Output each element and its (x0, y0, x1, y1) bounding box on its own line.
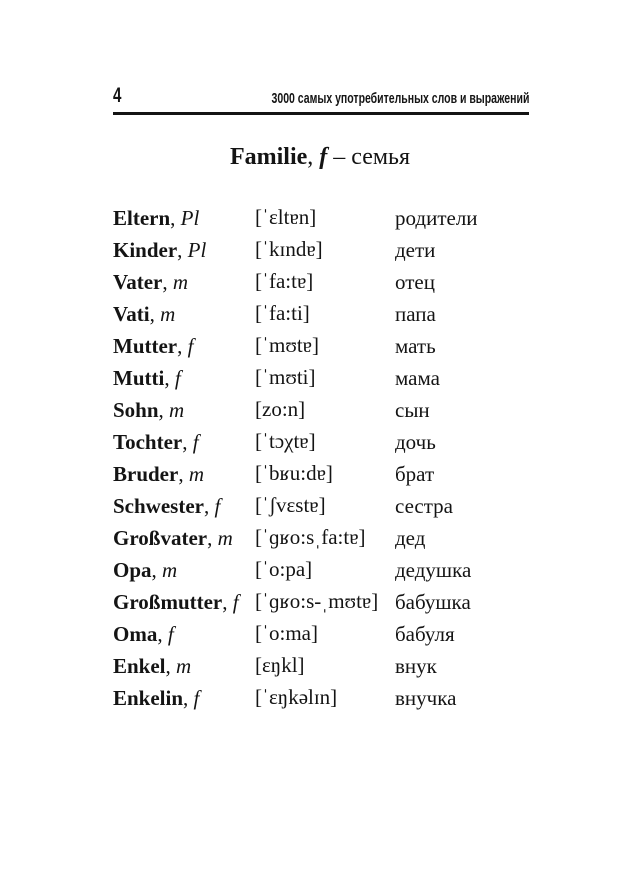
entry-translation: мама (395, 366, 440, 390)
entry-translation: бабуля (395, 622, 455, 646)
entry-ipa (255, 394, 395, 424)
entry-translation: дедушка (395, 558, 472, 582)
entry-sep: , (182, 430, 193, 454)
entry-ipa (255, 618, 395, 648)
entry-ipa-text: [ˈo:pa] (255, 557, 313, 581)
entry-grammar: m (188, 462, 204, 486)
vocabulary-list (113, 202, 533, 714)
entry-grammar: m (160, 302, 176, 326)
entry-ipa (255, 362, 395, 392)
entry-sep: , (170, 206, 181, 230)
entry-word (113, 362, 255, 394)
entry-grammar: m (217, 526, 233, 550)
entry-sep: , (178, 462, 189, 486)
entry-lemma: Kinder (113, 238, 178, 262)
entry-word (113, 234, 255, 266)
entry-ipa (255, 330, 395, 360)
entry-ipa-text: [ˈɡʁo:s-ˌmʊtɐ] (255, 589, 379, 613)
entry-translation: внучка (395, 686, 457, 710)
entry-translation: брат (395, 462, 435, 486)
entry-sep: , (158, 398, 170, 422)
entry-grammar: f (192, 430, 199, 454)
entry-ipa-text: [ˈɡʁo:sˌfa:tɐ] (255, 525, 366, 549)
entry-grammar: m (169, 398, 185, 422)
entry-word (113, 394, 255, 426)
entry-row (113, 426, 533, 458)
entry-sep: , (164, 366, 175, 390)
entry-lemma: Mutti (113, 366, 165, 390)
section-gender: f (319, 144, 328, 170)
entry-word (113, 650, 255, 682)
entry-grammar: f (232, 590, 239, 614)
entry-translation: мать (395, 334, 436, 358)
entry-row (113, 618, 533, 650)
entry-grammar: f (174, 366, 181, 390)
entry-lemma: Opa (113, 558, 152, 582)
entry-word (113, 490, 255, 522)
entry-ipa (255, 554, 395, 584)
entry-translation: сын (395, 398, 430, 422)
entry-ipa (255, 522, 395, 552)
entry-row (113, 330, 533, 362)
entry-row (113, 266, 533, 298)
entry-lemma: Eltern (113, 206, 171, 230)
entry-word (113, 330, 255, 362)
entry-lemma: Schwester (113, 494, 204, 518)
section-translation: семья (351, 144, 411, 170)
entry-translation: родители (395, 206, 478, 230)
section-separator: , (307, 144, 320, 170)
entry-translation: дочь (395, 430, 436, 454)
entry-translation: папа (395, 302, 436, 326)
entry-ipa-text: [ˈmʊtɐ] (255, 333, 319, 357)
entry-translation: бабушка (395, 590, 471, 614)
section-heading (0, 142, 620, 172)
entry-sep: , (222, 590, 233, 614)
entry-sep: , (207, 526, 218, 550)
entry-lemma: Vati (113, 302, 150, 326)
entry-sep: , (151, 558, 163, 582)
entry-translation: отец (395, 270, 435, 294)
entry-grammar: m (176, 654, 192, 678)
entry-translation: внук (395, 654, 437, 678)
entry-translation: дети (395, 238, 436, 262)
entry-ipa-text: [ˈfa:tɐ] (255, 269, 314, 293)
entry-sep: , (183, 686, 194, 710)
entry-row (113, 554, 533, 586)
entry-word (113, 586, 255, 618)
entry-ipa (255, 458, 395, 488)
entry-ipa-text: [ˈʃvɛstɐ] (255, 493, 326, 517)
entry-ipa-text: [ɛŋkl] (255, 653, 305, 677)
entry-translation: дед (395, 526, 426, 550)
entry-grammar: Pl (187, 238, 207, 262)
entry-sep: , (177, 238, 188, 262)
entry-word (113, 554, 255, 586)
entry-word (113, 458, 255, 490)
entry-row (113, 490, 533, 522)
entry-ipa (255, 490, 395, 520)
entry-word (113, 522, 255, 554)
entry-row (113, 362, 533, 394)
entry-ipa-text: [ˈtɔχtɐ] (255, 429, 316, 453)
entry-translation: сестра (395, 494, 453, 518)
entry-word (113, 266, 255, 298)
entry-ipa-text: [ˈkɪndɐ] (255, 237, 323, 261)
section-headword: Familie (229, 144, 308, 170)
entry-row (113, 202, 533, 234)
entry-row (113, 522, 533, 554)
running-title: 3000 самых употребительных слов и выражений (271, 90, 529, 107)
entry-lemma: Enkel (113, 654, 166, 678)
entry-row (113, 650, 533, 682)
entry-grammar: m (162, 558, 178, 582)
entry-grammar: m (172, 270, 189, 294)
entry-row (113, 586, 533, 618)
entry-sep: , (177, 334, 188, 358)
entry-ipa (255, 266, 395, 296)
entry-ipa-text: [ˈmʊti] (255, 365, 316, 389)
entry-ipa (255, 426, 395, 456)
section-dash: – (327, 144, 352, 170)
entry-grammar: Pl (180, 206, 200, 230)
entry-sep: , (149, 302, 161, 326)
entry-grammar: f (193, 686, 200, 710)
entry-lemma: Oma (113, 622, 158, 646)
entry-lemma: Bruder (113, 462, 179, 486)
entry-ipa (255, 586, 395, 616)
entry-ipa-text: [ˈbʁu:dɐ] (255, 461, 333, 485)
entry-sep: , (203, 494, 215, 518)
entry-word (113, 298, 255, 330)
entry-lemma: Sohn (113, 398, 159, 422)
entry-row (113, 682, 533, 714)
entry-row (113, 394, 533, 426)
entry-ipa (255, 202, 395, 232)
entry-lemma: Großvater (113, 526, 208, 550)
page-number: 4 (113, 84, 122, 107)
entry-word (113, 426, 255, 458)
entry-row (113, 458, 533, 490)
entry-row (113, 234, 533, 266)
entry-lemma: Enkelin (113, 686, 184, 710)
entry-lemma: Großmutter (113, 590, 223, 614)
entry-ipa-text: [ˈo:ma] (255, 621, 318, 645)
entry-grammar: f (167, 622, 174, 646)
header-rule (113, 112, 529, 115)
entry-ipa-text: [ˈɛŋkəlɪn] (255, 685, 338, 709)
entry-sep: , (157, 622, 168, 646)
entry-row (113, 298, 533, 330)
entry-ipa (255, 650, 395, 680)
entry-lemma: Vater (113, 270, 163, 294)
entry-word (113, 618, 255, 650)
entry-ipa (255, 682, 395, 712)
entry-grammar: f (187, 334, 194, 358)
entry-word (113, 202, 255, 234)
entry-ipa-text: [ˈɛltɐn] (255, 205, 317, 229)
entry-ipa (255, 298, 395, 328)
entry-sep: , (165, 654, 177, 678)
entry-sep: , (162, 270, 173, 294)
entry-grammar: f (214, 494, 221, 518)
entry-lemma: Mutter (113, 334, 178, 358)
entry-ipa (255, 234, 395, 264)
entry-ipa-text: [ˈfa:ti] (255, 301, 310, 325)
entry-lemma: Tochter (113, 430, 183, 454)
entry-ipa-text: [zo:n] (255, 397, 306, 421)
entry-word (113, 682, 255, 714)
